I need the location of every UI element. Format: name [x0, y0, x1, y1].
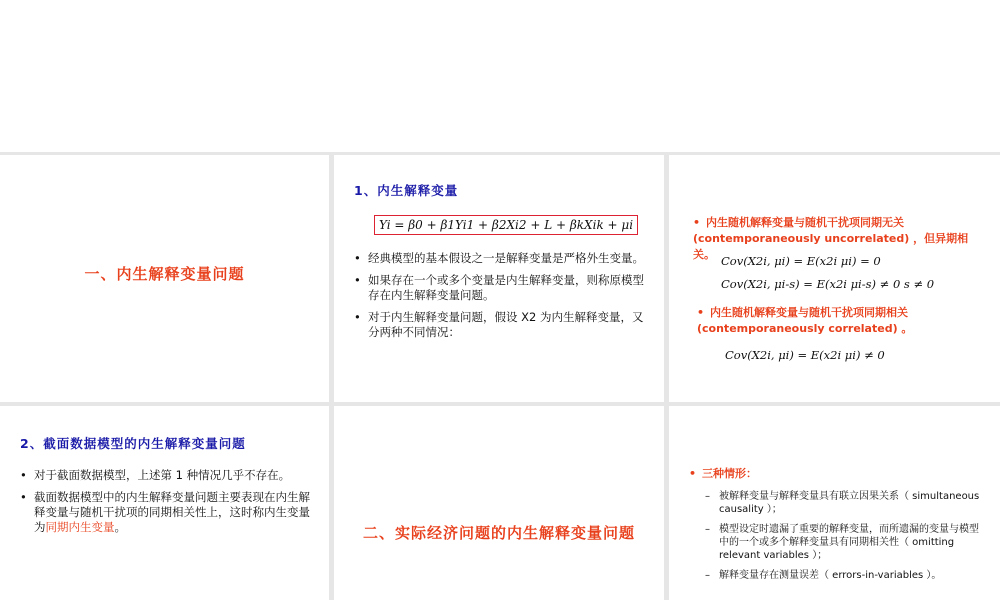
list-item: • 对于内生解释变量问题，假设 X2 为内生解释变量，又分两种不同情况：	[354, 310, 644, 339]
list-item: – 解释变量存在测量误差（ errors-in-variables ）。	[705, 570, 942, 581]
slide-6[interactable]	[669, 406, 1000, 600]
slide-6-items	[705, 490, 980, 589]
slide-3[interactable]	[669, 155, 1000, 402]
slide-5[interactable]	[334, 406, 664, 600]
slide-4-bullets	[20, 468, 310, 542]
list-item: • 如果存在一个或多个变量是内生解释变量，则称原模型存在内生解释变量问题。	[354, 273, 644, 302]
slide-4[interactable]	[0, 406, 329, 600]
slide-1[interactable]	[0, 155, 329, 402]
slide-3-bullet-1: • 内生随机解释变量与随机干扰项同期无关 (contemporaneously uncorrelated) ，但异期相关。	[693, 216, 969, 261]
formula-3: Cov(X2i, μi) = E(x2i μi) ≠ 0	[725, 348, 885, 362]
slide-2-bullets	[354, 251, 644, 347]
slide-2-heading: 1、内生解释变量	[354, 183, 459, 198]
list-item: • 经典模型的基本假设之一是解释变量是严格外生变量。	[354, 251, 644, 265]
model-equation	[374, 215, 638, 235]
list-item: – 模型设定时遗漏了重要的解释变量，而所遗漏的变量与模型中的一个或多个解释变量具有同期相关性（ omitting relevant variables ）；	[705, 524, 979, 561]
slide-5-title: 二、实际经济问题的内生解释变量问题	[362, 524, 635, 542]
list-item: • 对于截面数据模型，上述第 1 种情况几乎不存在。	[20, 468, 291, 482]
slide-1-title: 一、内生解释变量问题	[84, 265, 245, 283]
list-item: – 被解释变量与解释变量具有联立因果关系（ simultaneous causality ）；	[705, 491, 980, 515]
formula-2: Cov(X2i, μi-s) = E(x2i μi-s) ≠ 0 s ≠ 0	[721, 277, 935, 291]
formula-1: Cov(X2i, μi) = E(x2i μi) = 0	[721, 254, 881, 268]
slide-6-heading: • 三种情形：	[689, 467, 758, 480]
top-blank-area	[0, 0, 1000, 152]
list-item: • 截面数据模型中的内生解释变量问题主要表现在内生解释变量与随机干扰项的同期相关性上，这时称内生变量为同期内生变量。	[20, 490, 310, 534]
highlight-term: 同期内生变量	[45, 520, 115, 534]
slide-3-bullet-2: • 内生随机解释变量与随机干扰项同期相关 (contemporaneously correlated) 。	[697, 306, 913, 335]
slide-4-heading: 2、截面数据模型的内生解释变量问题	[20, 436, 246, 451]
slide-2[interactable]	[334, 155, 664, 402]
model-equation-text: Yi = β0 + β1Yi1 + β2Xi2 + L + βkXik + μi	[379, 218, 634, 232]
